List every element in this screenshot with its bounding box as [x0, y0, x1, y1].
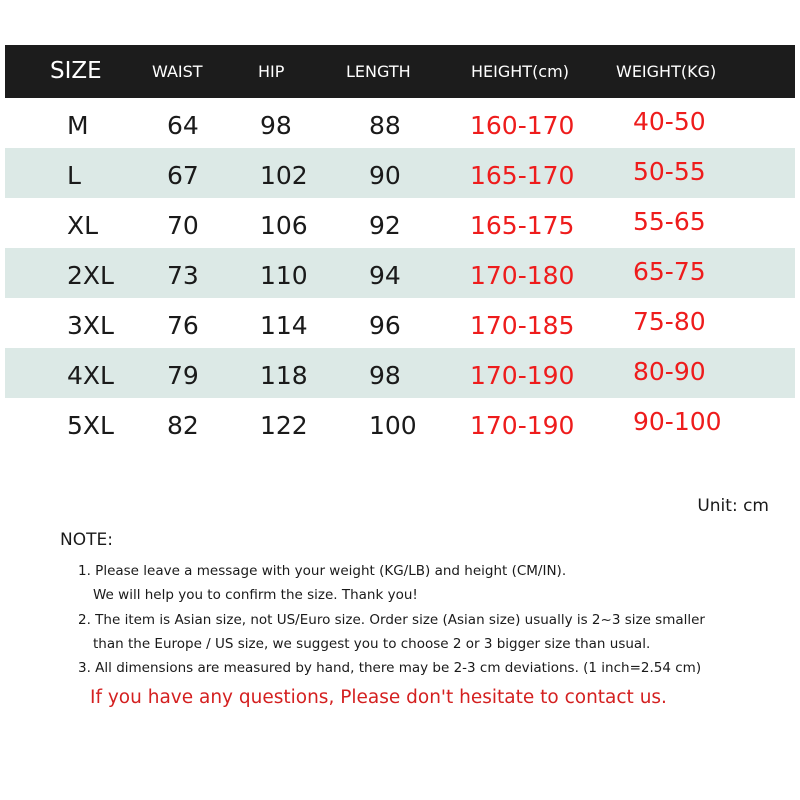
cell-waist: 79 [167, 361, 199, 390]
cell-height: 170-190 [470, 411, 575, 440]
header-weight: WEIGHT(KG) [616, 62, 717, 81]
cell-hip: 102 [260, 161, 308, 190]
cell-hip: 114 [260, 311, 308, 340]
header-height: HEIGHT(cm) [471, 62, 569, 81]
cell-weight: 50-55 [633, 157, 706, 186]
cell-size: M [67, 111, 89, 140]
cell-waist: 67 [167, 161, 199, 190]
note-line: We will help you to confirm the size. Thank you! [93, 587, 418, 603]
cell-weight: 80-90 [633, 357, 706, 386]
table-row [5, 148, 795, 198]
header-hip: HIP [258, 62, 285, 81]
cell-hip: 110 [260, 261, 308, 290]
cell-height: 170-190 [470, 361, 575, 390]
cell-size: 3XL [67, 311, 114, 340]
cell-size: 4XL [67, 361, 114, 390]
table-row [5, 348, 795, 398]
note-line: 2. The item is Asian size, not US/Euro size. Order size (Asian size) usually is 2~3 size smaller [78, 612, 705, 628]
table-row [5, 298, 795, 348]
cell-hip: 98 [260, 111, 292, 140]
cell-size: XL [67, 211, 99, 240]
cell-hip: 122 [260, 411, 308, 440]
note-title: NOTE: [60, 530, 113, 550]
cell-waist: 73 [167, 261, 199, 290]
note-line: 1. Please leave a message with your weight (KG/LB) and height (CM/IN). [78, 563, 567, 579]
cell-waist: 64 [167, 111, 199, 140]
cell-size: 5XL [67, 411, 114, 440]
cell-length: 100 [369, 411, 417, 440]
cell-height: 170-180 [470, 261, 575, 290]
cell-height: 165-170 [470, 161, 575, 190]
cell-weight: 65-75 [633, 257, 706, 286]
cell-hip: 118 [260, 361, 308, 390]
cell-length: 88 [369, 111, 401, 140]
cell-weight: 40-50 [633, 107, 706, 136]
header-length: LENGTH [346, 62, 411, 81]
cell-waist: 82 [167, 411, 199, 440]
table-row [5, 248, 795, 298]
cell-weight: 55-65 [633, 207, 706, 236]
cell-length: 90 [369, 161, 401, 190]
note-line: 3. All dimensions are measured by hand, there may be 2-3 cm deviations. (1 inch=2.54 cm) [78, 660, 702, 676]
cell-height: 165-175 [470, 211, 575, 240]
cell-weight: 75-80 [633, 307, 706, 336]
note-line: than the Europe / US size, we suggest you to choose 2 or 3 bigger size than usual. [93, 636, 651, 652]
cell-size: L [67, 161, 81, 190]
cell-height: 170-185 [470, 311, 575, 340]
table-row [5, 398, 795, 448]
cell-length: 94 [369, 261, 401, 290]
cell-height: 160-170 [470, 111, 575, 140]
header-waist: WAIST [152, 62, 203, 81]
cell-waist: 76 [167, 311, 199, 340]
cell-length: 98 [369, 361, 401, 390]
cell-length: 96 [369, 311, 401, 340]
cell-waist: 70 [167, 211, 199, 240]
table-row [5, 198, 795, 248]
header-size: SIZE [50, 58, 102, 84]
cell-weight: 90-100 [633, 407, 722, 436]
table-header [5, 45, 795, 98]
cell-length: 92 [369, 211, 401, 240]
size-chart-table [5, 45, 795, 448]
cell-size: 2XL [67, 261, 114, 290]
contact-message: If you have any questions, Please don't hesitate to contact us. [90, 687, 667, 708]
cell-hip: 106 [260, 211, 308, 240]
unit-label: Unit: cm [697, 496, 769, 516]
table-row [5, 98, 795, 148]
